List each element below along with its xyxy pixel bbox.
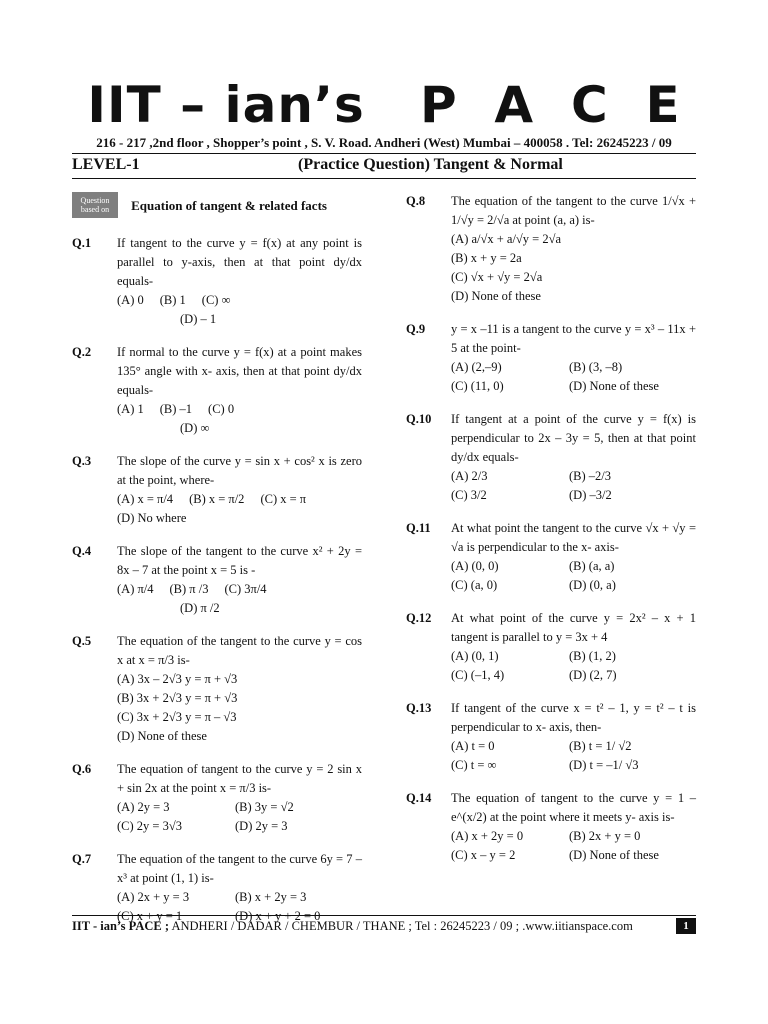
- brand-title: IIT – ian’s P A C E: [87, 76, 681, 134]
- question-text: The equation of tangent to the curve y = 2 sin x + sin 2x at the point x = π/3 is-: [117, 762, 362, 795]
- topic-title: (Practice Question) Tangent & Normal: [298, 156, 563, 173]
- options-row: [117, 400, 362, 438]
- option-d: (D) ∞: [180, 421, 210, 435]
- options-grid: [451, 467, 696, 505]
- question-item: [72, 760, 362, 836]
- option-c: (C) x = π: [260, 492, 307, 506]
- option-c: (C) x – y = 2: [451, 848, 516, 862]
- option-d: (D) 2y = 3: [235, 819, 288, 833]
- option-c: (C) t = ∞: [451, 758, 497, 772]
- option-a: (A) x + 2y = 0: [451, 829, 524, 843]
- option-c: (C) (–1, 4): [451, 668, 505, 682]
- footer-brand: IIT - ian’s PACE ;: [72, 919, 170, 933]
- question-text: At what point the tangent to the curve √x + √y = √a is perpendicular to the x- axis-: [451, 521, 696, 554]
- question-item: [406, 410, 696, 505]
- question-number: Q.12: [406, 611, 432, 625]
- option-c: (C) 3x + 2√3 y = π – √3: [117, 710, 237, 724]
- options-list: [117, 670, 362, 746]
- options-row: [117, 580, 362, 618]
- question-text: The slope of the tangent to the curve x² + 2y = 8x – 7 at the point x = 5 is -: [117, 544, 362, 577]
- options-list: [451, 230, 696, 306]
- section-header: [72, 192, 362, 218]
- option-b: (B) (1, 2): [569, 649, 616, 663]
- question-body: [117, 343, 362, 438]
- left-column: [72, 192, 362, 940]
- question-text: y = x –11 is a tangent to the curve y = x³ – 11x + 5 at the point-: [451, 322, 696, 355]
- option-a: (A) π/4: [117, 582, 154, 596]
- option-d: (D) None of these: [451, 289, 541, 303]
- question-item: [406, 699, 696, 775]
- question-number: Q.4: [72, 544, 92, 558]
- question-item: [72, 234, 362, 329]
- question-text: The equation of the tangent to the curve 1/√x + 1/√y = 2/√a at point (a, a) is-: [451, 194, 696, 227]
- option-c: (C) (11, 0): [451, 379, 504, 393]
- option-a: (A) (0, 1): [451, 649, 499, 663]
- option-b: (B) 3x + 2√3 y = π + √3: [117, 691, 238, 705]
- option-c: (C) 3/2: [451, 488, 487, 502]
- question-number: Q.13: [406, 701, 432, 715]
- question-body: [451, 609, 696, 685]
- option-c: (C) √x + √y = 2√a: [451, 270, 543, 284]
- option-c: (C) ∞: [201, 293, 231, 307]
- right-column: [406, 192, 696, 879]
- question-text: If tangent to the curve y = f(x) at any point is parallel to y-axis, then at that point dy/dx equals-: [117, 236, 362, 288]
- question-body: [117, 542, 362, 618]
- question-number: Q.9: [406, 322, 426, 336]
- question-text: The equation of the tangent to the curve 6y = 7 – x³ at point (1, 1) is-: [117, 852, 362, 885]
- option-a: (A) (0, 0): [451, 559, 499, 573]
- question-body: [117, 234, 362, 329]
- option-c: (C) 0: [208, 402, 235, 416]
- option-d: (D) π /2: [180, 601, 220, 615]
- question-item: [72, 542, 362, 618]
- question-body: [451, 192, 696, 306]
- question-body: [117, 632, 362, 746]
- header-divider-bottom: [72, 178, 696, 179]
- option-d: (D) –3/2: [569, 488, 612, 502]
- option-d: (D) x + y + 2 = 0: [235, 909, 321, 923]
- question-number: Q.1: [72, 236, 92, 250]
- question-body: [451, 519, 696, 595]
- option-d: (D) (2, 7): [569, 668, 617, 682]
- option-c: (C) x + y = 1: [117, 909, 183, 923]
- option-d: (D) – 1: [180, 312, 217, 326]
- options-grid: [451, 557, 696, 595]
- option-a: (A) a/√x + a/√y = 2√a: [451, 232, 561, 246]
- section-title: Equation of tangent & related facts: [131, 197, 327, 213]
- option-b: (B) π /3: [169, 582, 209, 596]
- option-b: (B) 2x + y = 0: [569, 829, 641, 843]
- footer-divider: [72, 915, 696, 916]
- question-item: [406, 519, 696, 595]
- footer: [72, 919, 633, 934]
- options-grid: [451, 827, 696, 865]
- footer-contact: ANDHERI / DADAR / CHEMBUR / THANE ; Tel : 26245223 / 09 ; .www.iitianspace.com: [169, 919, 633, 933]
- option-b: (B) 1: [159, 293, 186, 307]
- question-text: If tangent of the curve x = t² – 1, y = t² – t is perpendicular to x- axis, then-: [451, 701, 696, 734]
- header-divider: [72, 153, 696, 154]
- level-label: LEVEL-1: [72, 156, 140, 173]
- option-d: (D) None of these: [117, 729, 207, 743]
- question-body: [451, 410, 696, 505]
- question-number: Q.8: [406, 194, 426, 208]
- option-b: (B) 3y = √2: [235, 800, 294, 814]
- question-text: If normal to the curve y = f(x) at a point makes 135° angle with x- axis, then at that point dy/dx equals-: [117, 345, 362, 397]
- question-item: [72, 343, 362, 438]
- question-text: At what point of the curve y = 2x² – x + 1 tangent is parallel to y = 3x + 4: [451, 611, 696, 644]
- question-number: Q.2: [72, 345, 92, 359]
- question-number: Q.11: [406, 521, 431, 535]
- option-b: (B) –1: [159, 402, 193, 416]
- question-item: [406, 192, 696, 306]
- option-a: (A) (2,–9): [451, 360, 502, 374]
- option-c: (C) (a, 0): [451, 578, 498, 592]
- options-row: [117, 291, 362, 329]
- question-item: [72, 632, 362, 746]
- question-item: [72, 452, 362, 528]
- option-d: (D) None of these: [569, 848, 659, 862]
- question-item: [406, 609, 696, 685]
- option-b: (B) (3, –8): [569, 360, 623, 374]
- options-grid: [451, 358, 696, 396]
- question-text: The equation of tangent to the curve y = 1 – e^(x/2) at the point where it meets y- axis is-: [451, 791, 696, 824]
- option-c: (C) 2y = 3√3: [117, 819, 182, 833]
- question-item: [406, 320, 696, 396]
- question-number: Q.14: [406, 791, 432, 805]
- options-grid: [451, 737, 696, 775]
- option-d: (D) t = –1/ √3: [569, 758, 639, 772]
- option-d: (D) None of these: [569, 379, 659, 393]
- question-number: Q.3: [72, 454, 92, 468]
- address-line: 216 - 217 ,2nd floor , Shopper’s point , S. V. Road. Andheri (West) Mumbai – 400058 . Tel: 26245223 / 09: [96, 135, 672, 150]
- option-a: (A) 2y = 3: [117, 800, 170, 814]
- option-b: (B) x = π/2: [189, 492, 245, 506]
- question-body: [451, 320, 696, 396]
- options-grid: [451, 647, 696, 685]
- question-number: Q.7: [72, 852, 92, 866]
- question-body: [451, 789, 696, 865]
- option-a: (A) 2x + y = 3: [117, 890, 190, 904]
- section-badge: Question based on: [72, 192, 118, 218]
- question-number: Q.5: [72, 634, 92, 648]
- question-text: The slope of the curve y = sin x + cos² x is zero at the point, where-: [117, 454, 362, 487]
- option-a: (A) t = 0: [451, 739, 495, 753]
- option-a: (A) 1: [117, 402, 144, 416]
- options-row: [117, 490, 362, 528]
- option-d: (D) No where: [117, 511, 187, 525]
- options-grid: [117, 798, 362, 836]
- question-number: Q.6: [72, 762, 92, 776]
- question-text: If tangent at a point of the curve y = f(x) is perpendicular to 2x – 3y = 5, then at that point dy/dx equals-: [451, 412, 696, 464]
- question-body: [117, 760, 362, 836]
- question-number: Q.10: [406, 412, 432, 426]
- option-a: (A) 3x – 2√3 y = π + √3: [117, 672, 238, 686]
- option-b: (B) x + 2y = 3: [235, 890, 307, 904]
- question-text: The equation of the tangent to the curve y = cos x at x = π/3 is-: [117, 634, 362, 667]
- option-a: (A) x = π/4: [117, 492, 174, 506]
- option-a: (A) 0: [117, 293, 144, 307]
- option-b: (B) t = 1/ √2: [569, 739, 632, 753]
- option-b: (B) x + y = 2a: [451, 251, 522, 265]
- question-body: [451, 699, 696, 775]
- option-c: (C) 3π/4: [224, 582, 267, 596]
- option-b: (B) –2/3: [569, 469, 612, 483]
- question-body: [117, 452, 362, 528]
- option-d: (D) (0, a): [569, 578, 616, 592]
- option-a: (A) 2/3: [451, 469, 488, 483]
- question-item: [406, 789, 696, 865]
- page-number: 1: [676, 918, 696, 934]
- option-b: (B) (a, a): [569, 559, 615, 573]
